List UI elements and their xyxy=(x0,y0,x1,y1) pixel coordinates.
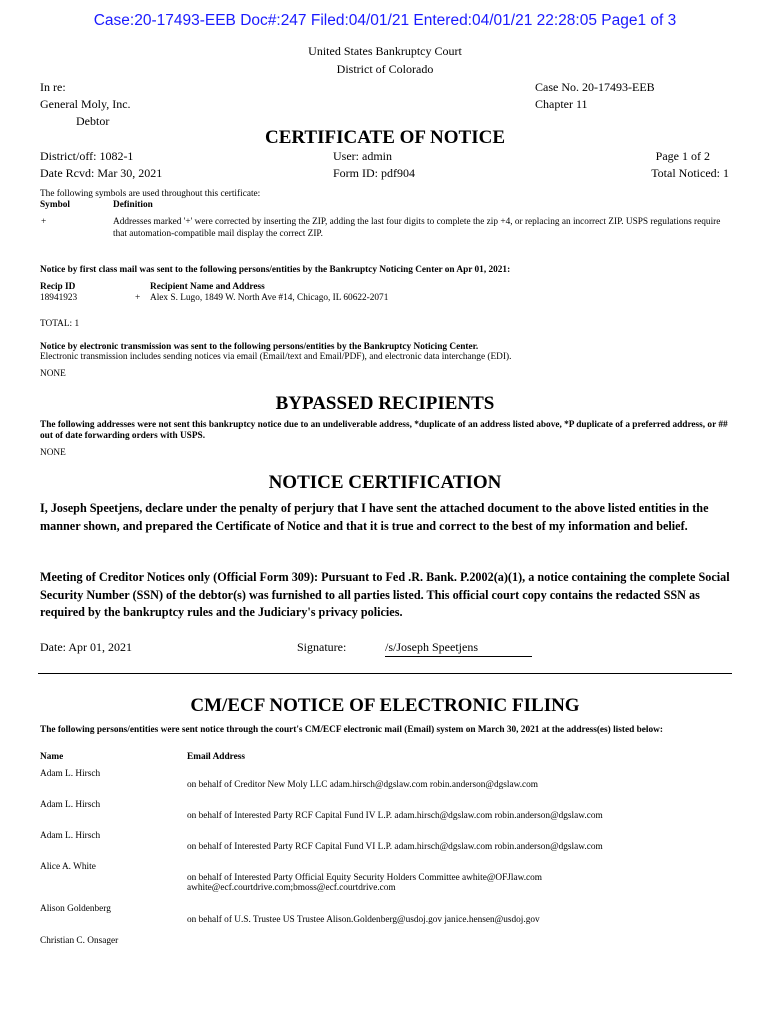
total-noticed: Total Noticed: 1 xyxy=(651,166,729,180)
cmecf-email-header: Email Address xyxy=(187,752,245,762)
cmecf-recipient-name: Adam L. Hirsch xyxy=(40,831,101,841)
electronic-heading: Notice by electronic transmission was sent to the following persons/entities by the Bankruptcy Noticing Center. xyxy=(40,342,479,352)
cmecf-title: CM/ECF NOTICE OF ELECTRONIC FILING xyxy=(190,695,580,716)
bypassed-title: BYPASSED RECIPIENTS xyxy=(275,393,495,414)
cmecf-recipient-name: Christian C. Onsager xyxy=(40,936,119,946)
electronic-subheading: Electronic transmission includes sending notices via email (Email/text and Email/PDF), and electronic data interchange (EDI). xyxy=(40,352,512,362)
recipient-name-header: Recipient Name and Address xyxy=(150,282,265,292)
date-received: Date Rcvd: Mar 30, 2021 xyxy=(40,166,163,180)
cmecf-recipient-email: on behalf of Interested Party RCF Capital Fund IV L.P. adam.hirsch@dgslaw.com robin.anderson@dgslaw.com xyxy=(187,811,603,821)
debtor-label: Debtor xyxy=(76,114,110,128)
cmecf-recipient-email-continued: awhite@ecf.courtdrive.com;bmoss@ecf.courtdrive.com xyxy=(187,883,396,893)
page-title: CERTIFICATE OF NOTICE xyxy=(264,127,506,148)
certification-date: Date: Apr 01, 2021 xyxy=(40,640,132,654)
court-district: District of Colorado xyxy=(336,62,434,76)
certification-title: NOTICE CERTIFICATION xyxy=(268,472,502,493)
case-banner: Case:20-17493-EEB Doc#:247 Filed:04/01/21 Entered:04/01/21 22:28:05 Page1 of 3 xyxy=(93,12,677,29)
certification-ssn-notice: Meeting of Creditor Notices only (Official Form 309): Pursuant to Fed .R. Bank. P.2002(a)(1), a notice containing the complete Social Security Number (SSN) of the debtor(s) was furnished to all parties listed. This official court copy contains the redacted SSN as required by the bankruptcy rules and the Judiciary's privacy policies. xyxy=(40,570,730,619)
electronic-none: NONE xyxy=(40,369,66,379)
case-number: Case No. 20-17493-EEB xyxy=(535,80,655,94)
recipient-address: Alex S. Lugo, 1849 W. North Ave #14, Chicago, IL 60622-2071 xyxy=(150,293,389,303)
definition-column-header: Definition xyxy=(113,200,153,210)
bypassed-none: NONE xyxy=(40,448,66,458)
section-divider xyxy=(38,673,732,674)
symbol-definition: Addresses marked '+' were corrected by inserting the ZIP, adding the last four digits to complete the zip +4, or replacing an incorrect ZIP. USPS regulations require that automation-compatible mail display the correct ZIP. xyxy=(113,217,721,239)
cmecf-recipient-name: Alison Goldenberg xyxy=(40,904,111,914)
signature-line xyxy=(385,640,532,657)
bypassed-text: The following addresses were not sent this bankruptcy notice due to an undeliverable address, *duplicate of an address listed above, *P duplicate of a preferred address, or ## out of date forwarding orders with USPS. xyxy=(40,420,728,441)
symbol-plus: + xyxy=(41,217,47,227)
cmecf-recipient-email: on behalf of Creditor New Moly LLC adam.hirsch@dgslaw.com robin.anderson@dgslaw.com xyxy=(187,780,539,790)
symbols-intro: The following symbols are used throughout this certificate: xyxy=(40,189,261,199)
cmecf-recipient-email: on behalf of Interested Party Official Equity Security Holders Committee awhite@OFJlaw.com xyxy=(187,873,543,883)
corrected-mark: + xyxy=(135,293,141,303)
in-re-label: In re: xyxy=(40,80,66,94)
certification-declaration: I, Joseph Speetjens, declare under the penalty of perjury that I have sent the attached document to the above listed entities in the manner shown, and prepared the Certificate of Notice and that it is true and correct to the best of my information and belief. xyxy=(40,501,709,533)
district-office: District/off: 1082-1 xyxy=(40,149,134,163)
first-class-heading: Notice by first class mail was sent to the following persons/entities by the Bankruptcy Noticing Center on Apr 01, 2021: xyxy=(40,265,511,275)
cmecf-recipient-name: Adam L. Hirsch xyxy=(40,800,101,810)
cmecf-recipient-email: on behalf of U.S. Trustee US Trustee Alison.Goldenberg@usdoj.gov janice.hensen@usdoj.gov xyxy=(187,915,540,925)
cmecf-name-header: Name xyxy=(40,752,64,762)
form-id: Form ID: pdf904 xyxy=(333,166,415,180)
signature-value: /s/Joseph Speetjens xyxy=(385,640,478,654)
recip-id: 18941923 xyxy=(40,293,78,303)
recip-id-header: Recip ID xyxy=(40,282,76,292)
cmecf-recipient-email: on behalf of Interested Party RCF Capital Fund VI L.P. adam.hirsch@dgslaw.com robin.anderson@dgslaw.com xyxy=(187,842,603,852)
cmecf-recipient-name: Alice A. White xyxy=(40,862,96,872)
chapter: Chapter 11 xyxy=(535,97,588,111)
cmecf-intro: The following persons/entities were sent notice through the court's CM/ECF electronic mail (Email) system on March 30, 2021 at the address(es) listed below: xyxy=(40,725,663,735)
signature-label: Signature: xyxy=(297,640,347,654)
court-name: United States Bankruptcy Court xyxy=(308,44,462,58)
page-count: Page 1 of 2 xyxy=(655,149,710,163)
debtor-name: General Moly, Inc. xyxy=(40,97,131,111)
symbol-column-header: Symbol xyxy=(40,200,70,210)
user: User: admin xyxy=(333,149,392,163)
total-count: TOTAL: 1 xyxy=(40,319,80,329)
cmecf-recipient-name: Adam L. Hirsch xyxy=(40,769,101,779)
